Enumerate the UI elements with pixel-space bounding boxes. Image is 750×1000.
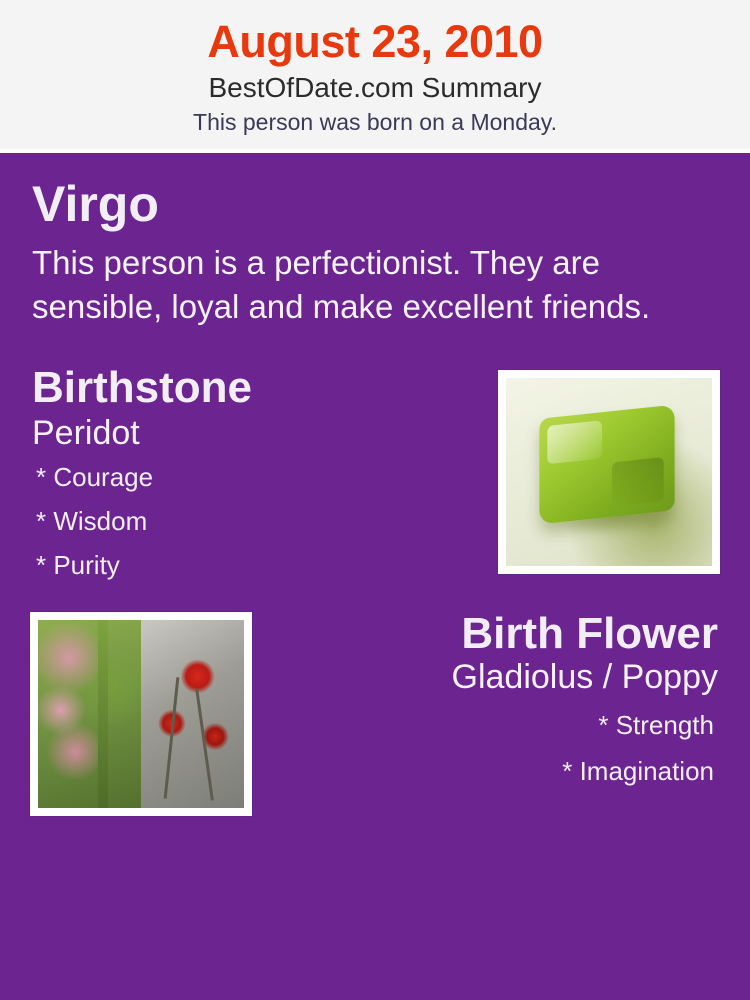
- birthstone-section: [30, 363, 720, 581]
- birth-flower-section: [30, 609, 720, 816]
- birth-flower-text-block: [252, 609, 720, 786]
- site-summary-label: BestOfDate.com Summary: [208, 72, 542, 104]
- gladiolus-poppy-photo: [30, 612, 252, 816]
- peridot-gemstone-photo: [498, 370, 720, 574]
- poppy-image-half: [141, 620, 244, 808]
- born-day-text: This person was born on a Monday.: [193, 109, 557, 136]
- birthstone-text-block: [30, 363, 252, 581]
- zodiac-sign-name: Virgo: [32, 176, 159, 233]
- birthstone-title: Birthstone: [32, 363, 252, 413]
- birth-flower-trait: * Strength: [598, 709, 714, 740]
- page-title: August 23, 2010: [207, 16, 543, 67]
- birth-flower-trait: * Imagination: [562, 755, 714, 786]
- details-panel: [0, 153, 750, 1000]
- birth-flower-title: Birth Flower: [461, 609, 718, 659]
- birthstone-trait: * Wisdom: [36, 506, 148, 537]
- peridot-gemstone-image: [506, 378, 712, 566]
- header: [0, 0, 750, 149]
- birthstone-name: Peridot: [32, 414, 140, 453]
- birth-flower-name: Gladiolus / Poppy: [451, 658, 718, 697]
- birthstone-trait: * Purity: [36, 550, 120, 581]
- gladiolus-poppy-image: [38, 620, 244, 808]
- gem-crystal: [539, 405, 674, 525]
- gladiolus-image-half: [38, 620, 141, 808]
- birthstone-trait: * Courage: [36, 462, 154, 493]
- zodiac-description: This person is a perfectionist. They are sensible, loyal and make excellent friends.: [32, 244, 651, 325]
